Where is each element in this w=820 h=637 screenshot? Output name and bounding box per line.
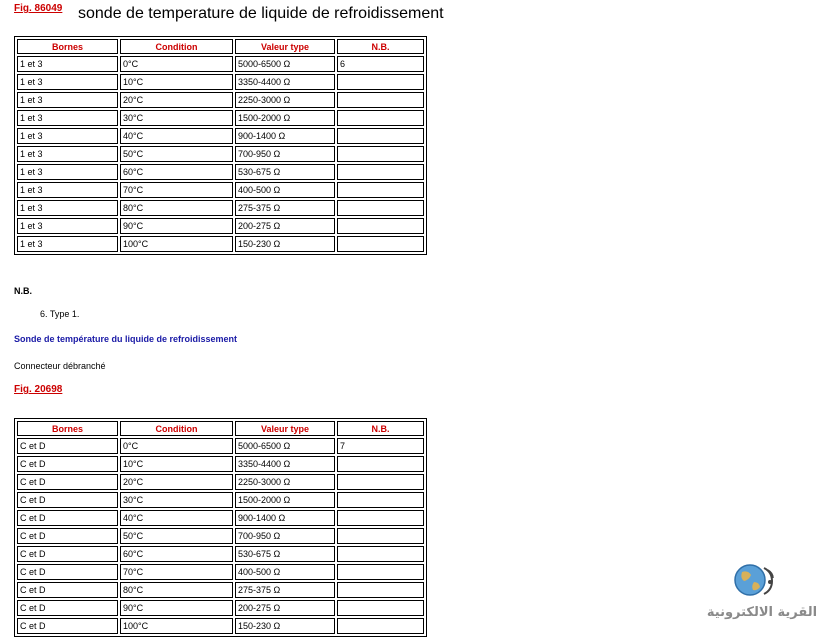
table-cell: C et D	[17, 582, 118, 598]
table-cell: 1500-2000 Ω	[235, 110, 335, 126]
table-cell: 1 et 3	[17, 74, 118, 90]
table-cell: 50°C	[120, 528, 233, 544]
fig-86049-link[interactable]: Fig. 86049	[14, 3, 63, 14]
table-cell	[337, 74, 424, 90]
table-row	[17, 164, 424, 180]
table-header-row	[17, 39, 424, 54]
table-cell	[337, 146, 424, 162]
table-cell: 50°C	[120, 146, 233, 162]
table-cell: 3350-4400 Ω	[235, 74, 335, 90]
table-cell	[337, 182, 424, 198]
table-cell: 100°C	[120, 236, 233, 252]
table-cell: 70°C	[120, 564, 233, 580]
table-row	[17, 146, 424, 162]
table-cell: 1 et 3	[17, 92, 118, 108]
table-row	[17, 600, 424, 616]
table-cell: 400-500 Ω	[235, 564, 335, 580]
table-cell: 150-230 Ω	[235, 618, 335, 634]
table-cell	[337, 474, 424, 490]
table-cell: 40°C	[120, 128, 233, 144]
table-cell: 7	[337, 438, 424, 454]
table-cell: 1 et 3	[17, 128, 118, 144]
section-subtitle: Sonde de température du liquide de refroidissement	[14, 334, 238, 344]
table-cell: 1 et 3	[17, 182, 118, 198]
nb-heading: N.B.	[14, 286, 32, 296]
table-cell: 200-275 Ω	[235, 218, 335, 234]
table-cell: C et D	[17, 438, 118, 454]
table-cell: 200-275 Ω	[235, 600, 335, 616]
column-header: Valeur type	[235, 421, 335, 436]
table-cell: 20°C	[120, 474, 233, 490]
table-cell: C et D	[17, 546, 118, 562]
table-cell	[337, 600, 424, 616]
table-cell: C et D	[17, 564, 118, 580]
table-cell	[337, 546, 424, 562]
table-cell: 400-500 Ω	[235, 182, 335, 198]
table-row	[17, 74, 424, 90]
watermark-logo	[706, 562, 818, 632]
table-cell: C et D	[17, 456, 118, 472]
table-row	[17, 92, 424, 108]
table-cell: 10°C	[120, 456, 233, 472]
table-cell	[337, 128, 424, 144]
table-cell: 1 et 3	[17, 56, 118, 72]
column-header: N.B.	[337, 39, 424, 54]
table-cell: 60°C	[120, 546, 233, 562]
table-row	[17, 618, 424, 634]
table-cell: 700-950 Ω	[235, 146, 335, 162]
table-cell: 2250-3000 Ω	[235, 92, 335, 108]
table-cell: 150-230 Ω	[235, 236, 335, 252]
table-cell: C et D	[17, 474, 118, 490]
table-cell: 60°C	[120, 164, 233, 180]
table-cell: 0°C	[120, 56, 233, 72]
table-cell: 100°C	[120, 618, 233, 634]
table-row	[17, 438, 424, 454]
table-cell: 20°C	[120, 92, 233, 108]
table-row	[17, 110, 424, 126]
table-cell: 900-1400 Ω	[235, 128, 335, 144]
table-cell: 5000-6500 Ω	[235, 56, 335, 72]
table-cell: C et D	[17, 528, 118, 544]
table-row	[17, 564, 424, 580]
table-cell: 700-950 Ω	[235, 528, 335, 544]
table-row	[17, 200, 424, 216]
nb-note: 6. Type 1.	[40, 309, 80, 319]
column-header: Condition	[120, 421, 233, 436]
table-row	[17, 582, 424, 598]
table-cell: C et D	[17, 600, 118, 616]
table-cell: 10°C	[120, 74, 233, 90]
table-cell: 1 et 3	[17, 200, 118, 216]
connector-note: Connecteur débranché	[14, 361, 106, 371]
column-header: Bornes	[17, 39, 118, 54]
table-cell	[337, 92, 424, 108]
table-cell: 5000-6500 Ω	[235, 438, 335, 454]
watermark-text: القرية الالكترونية	[706, 605, 818, 620]
table-cell	[337, 236, 424, 252]
table-row	[17, 456, 424, 472]
globe-icon	[706, 562, 818, 606]
table-row	[17, 546, 424, 562]
table-cell	[337, 510, 424, 526]
table-cell: 900-1400 Ω	[235, 510, 335, 526]
resistance-table-1	[14, 36, 427, 255]
table-cell: 90°C	[120, 218, 233, 234]
table-cell: C et D	[17, 618, 118, 634]
table-cell: 275-375 Ω	[235, 200, 335, 216]
table-header-row	[17, 421, 424, 436]
table-cell: 80°C	[120, 582, 233, 598]
table-cell: 0°C	[120, 438, 233, 454]
table-cell: 30°C	[120, 110, 233, 126]
table-cell: 80°C	[120, 200, 233, 216]
table-cell	[337, 200, 424, 216]
table-cell: 1 et 3	[17, 146, 118, 162]
table-cell: 1 et 3	[17, 110, 118, 126]
column-header: Valeur type	[235, 39, 335, 54]
table-row	[17, 218, 424, 234]
table-cell: 3350-4400 Ω	[235, 456, 335, 472]
table-row	[17, 182, 424, 198]
table-cell: 30°C	[120, 492, 233, 508]
table-cell: 1 et 3	[17, 236, 118, 252]
resistance-table-2	[14, 418, 427, 637]
table-cell: 40°C	[120, 510, 233, 526]
table-cell	[337, 582, 424, 598]
column-header: Condition	[120, 39, 233, 54]
table-cell: 2250-3000 Ω	[235, 474, 335, 490]
column-header: Bornes	[17, 421, 118, 436]
table-row	[17, 128, 424, 144]
table-cell: 6	[337, 56, 424, 72]
table-row	[17, 56, 424, 72]
table-cell: 275-375 Ω	[235, 582, 335, 598]
table-row	[17, 474, 424, 490]
table-cell	[337, 564, 424, 580]
table-cell: 1 et 3	[17, 218, 118, 234]
table-row	[17, 492, 424, 508]
table-row	[17, 528, 424, 544]
table-cell	[337, 492, 424, 508]
table-cell: 90°C	[120, 600, 233, 616]
table-row	[17, 510, 424, 526]
table-cell	[337, 618, 424, 634]
fig-20698-link[interactable]: Fig. 20698	[14, 384, 63, 395]
table-cell: C et D	[17, 510, 118, 526]
table-cell: 70°C	[120, 182, 233, 198]
table-cell	[337, 456, 424, 472]
table-cell: 1500-2000 Ω	[235, 492, 335, 508]
table-cell	[337, 528, 424, 544]
table-cell: 1 et 3	[17, 164, 118, 180]
table-cell	[337, 164, 424, 180]
table-row	[17, 236, 424, 252]
table-cell: C et D	[17, 492, 118, 508]
page-title: sonde de temperature de liquide de refroidissement	[78, 5, 444, 22]
table-cell	[337, 218, 424, 234]
table-cell: 530-675 Ω	[235, 546, 335, 562]
table-cell: 530-675 Ω	[235, 164, 335, 180]
column-header: N.B.	[337, 421, 424, 436]
table-cell	[337, 110, 424, 126]
